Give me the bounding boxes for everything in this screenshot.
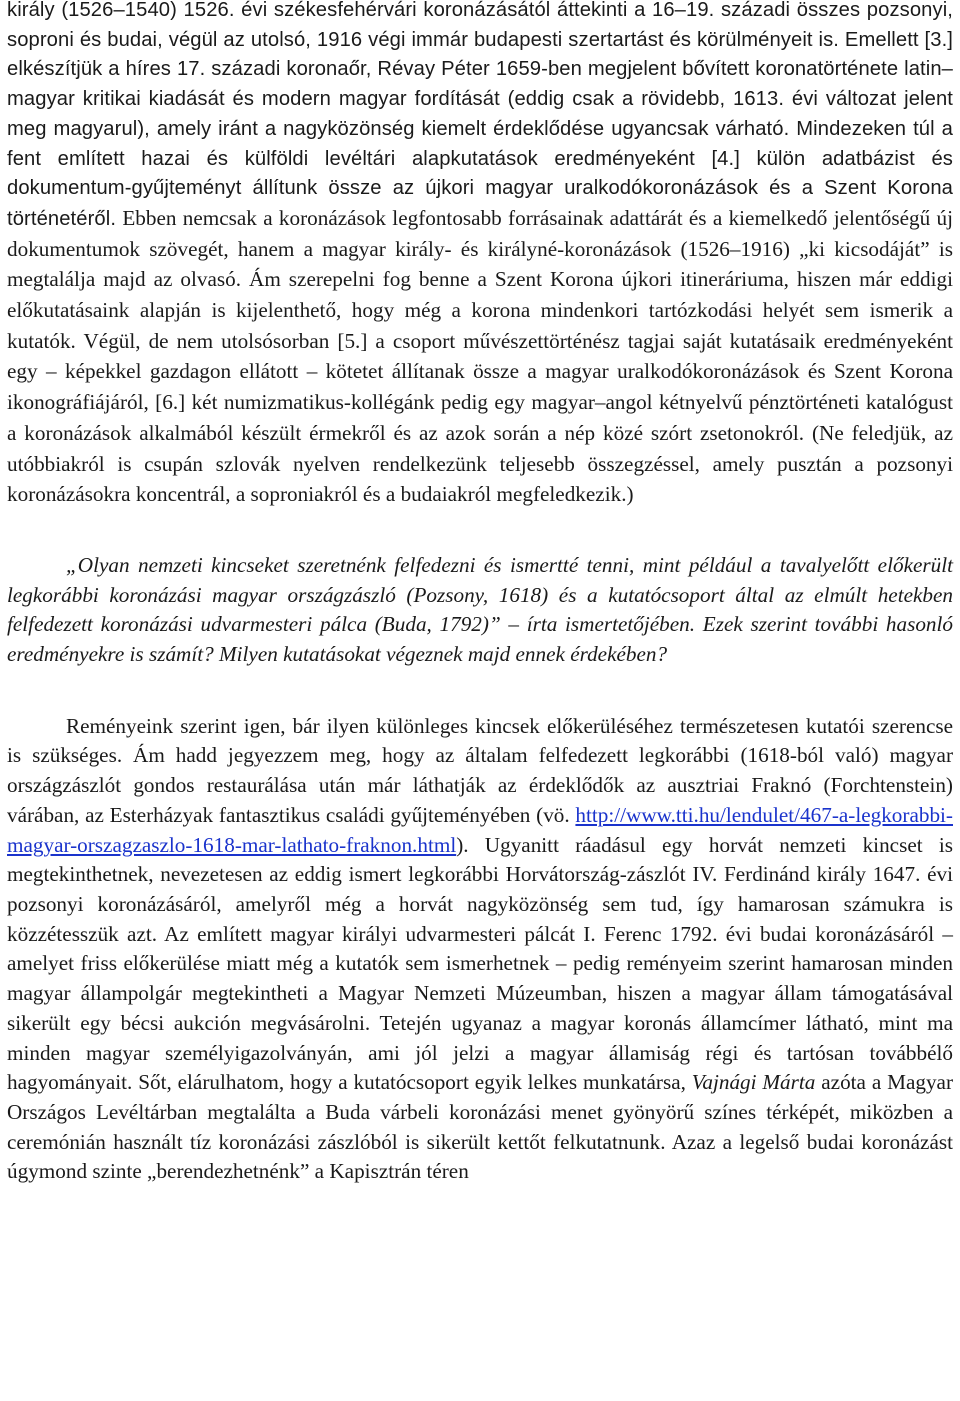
- person-name: Vajnági Márta: [691, 1070, 816, 1095]
- paragraph-1-sans-part: király (1526–1540) 1526. évi székesfehérvári koronázásától áttekinti a 16–19. századi összes pozsonyi, soproni és budai, végül az utolsó, 1916 végi immár budapesti szertartást és körülményeit is. Emellett [3.] elkészítjük a híres 17. századi koronaőr, Révay Péter 1659-ben megjelent bővített koronatörténete latin–magyar kritikai kiadását és modern magyar fordítását (eddig csak a rövidebb, 1613. évi változat jelent meg magyarul), amely iránt a nagyközönség kiemelt érdeklődése ugyancsak várható. Mindezeken túl a fent említett hazai és külföldi levéltári alapkutatások eredményeként [4.] külön adatbázist és dokumentum-gyűjteményt állítunk össze az újkori magyar uralkodókoronázások és a Szent Korona történetéről.: [7, 0, 953, 230]
- answer-text-after-link: ). Ugyanitt ráadásul egy horvát nemzeti kincset is megtekinthetnek, nevezetesen az eddig ismert legkorábbi Horvátország-zászlót IV. Ferdinánd király 1647. évi pozsonyi koronázásáról, amelyről még a horvát nagyközönség sem tud, így hamarosan számukra is közzétesszük azt. Az említett magyar királyi udvarmesteri pálcát I. Ferenc 1792. évi budai koronázásáról – amelyet friss előkerülése miatt még a kutatók sem ismerhetnek – pedig reményeim szerint hamarosan minden magyar állampolgár megtekintheti a Magyar Nemzeti Múzeumban, hiszen a magyar állam támogatásával sikerült egy bécsi aukción megvásárolni. Tetején ugyanaz a magyar koronás államcímer látható, mint ma minden magyar személyigazolványán, ami jól jelzi a magyar államiság régi és tartósan továbbélő hagyományait. Sőt, elárulhatom, hogy a kutatócsoport egyik lelkes munkatársa,: [7, 832, 953, 1095]
- paragraph-1-serif-part: Ebben nemcsak a koronázások legfontosabb forrásainak adattárát és a kiemelkedő jelentőségű új dokumentumok szövegét, hanem a magyar király- és királyné-koronázások (1526–1916) „ki kicsodáját” is megtalálja majd az olvasó. Ám szerepelni fog benne a Szent Korona újkori itineráriuma, hiszen már eddigi előkutatásaink alapján is kijelenthető, hogy még a korona mindenkori tartózkodási helyét sem ismerik a kutatók. Végül, de nem utolsósorban [5.] a csoport művészettörténész tagjai saját kutatásaik eredményeként egy – képekkel gazdagon ellátott – kötetet állítanak össze a magyar uralkodókoronázások és Szent Korona ikonográfiájáról, [6.] két numizmatikus-kollégánk pedig egy magyar–angol kétnyelvű pénztörténeti katalógust a koronázások alkalmából készült érmekről és az azok során a nép közé szórt zsetonokról. (Ne feledjük, az utóbbiakról is csupán szlovák nyelven rendelkezünk teljesebb összegzéssel, amely pusztán a pozsonyi koronázásokra koncentrál, a soproniakról és a budaiakról megfeledkezik.): [7, 205, 953, 507]
- answer-text-after-name: azóta a Magyar Országos Levéltárban megtalálta a Buda várbeli koronázási menet gyönyörű színes térképét, miközben a ceremónián használt tíz koronázási zászlóból is sikerült kettőt felkutatnunk. Azaz a legelső budai koronázást úgymond szinte „berendezhetnénk” a Kapisztrán téren: [7, 1070, 953, 1184]
- body-paragraph-1: [7, 0, 953, 511]
- body-paragraph-answer: [7, 712, 953, 1187]
- answer-text-before-link: Reményeink szerint igen, bár ilyen különleges kincsek előkerüléséhez természetesen kutatói szerencse is szükséges. Ám hadd jegyezzem meg, hogy az általam felfedezett legkorábbi (1618-ból való) magyar országzászlót gondos restaurálása után már láthatják az érdeklődők az ausztriai Fraknó (Forchtenstein) várában, az Esterházyak fantasztikus családi gyűjteményében (vö.: [7, 713, 953, 827]
- reference-link[interactable]: http://www.tti.hu/lendulet/467-a-legkorabbi-magyar-orszagzaszlo-1618-mar-lathato-fraknon.html: [7, 802, 953, 857]
- document-page: [7, 0, 953, 1187]
- interview-question: „Olyan nemzeti kincseket szeretnénk felfedezni és ismertté tenni, mint például a tavalyelőtt előkerült legkorábbi koronázási magyar országzászló (Pozsony, 1618) és a kutatócsoport által az elmúlt hetekben felfedezett koronázási udvarmesteri pálca (Buda, 1792)” – írta ismertetőjében. Ezek szerint további hasonló eredményekre is számít? Milyen kutatásokat végeznek majd ennek érdekében?: [7, 552, 953, 667]
